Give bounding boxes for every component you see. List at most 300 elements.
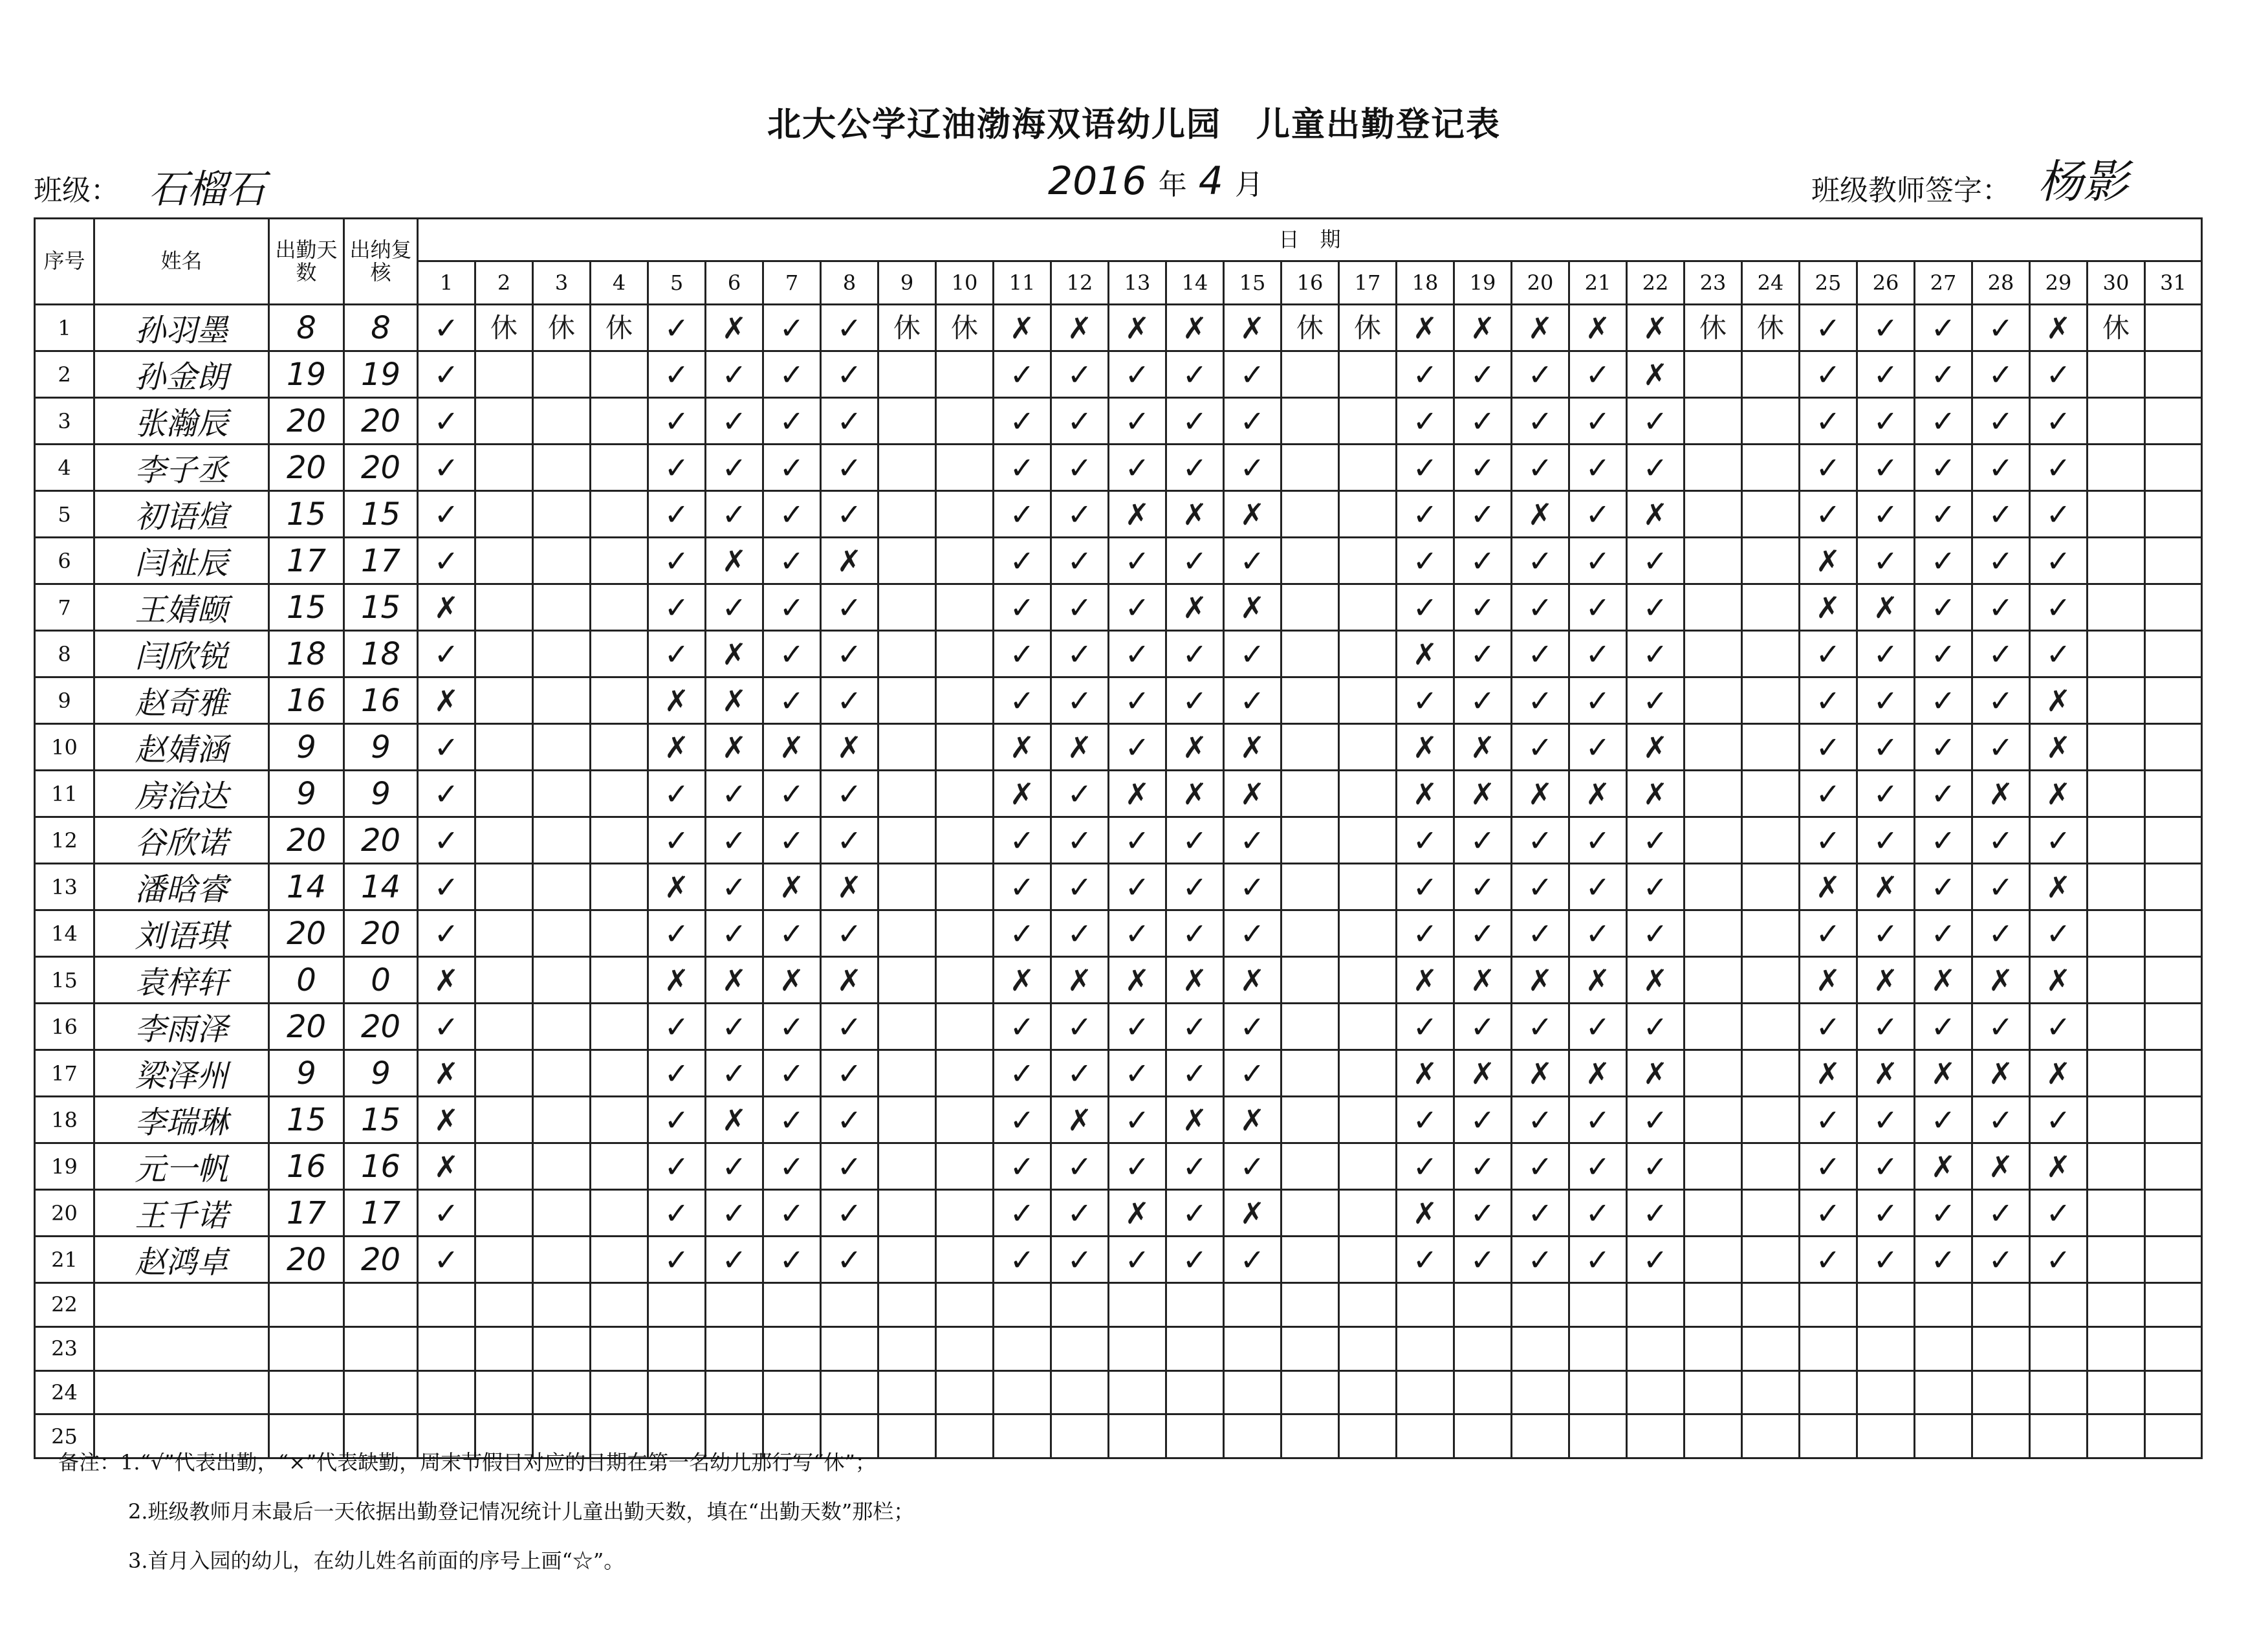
- day-cell: [1281, 631, 1339, 677]
- table-row: [35, 491, 2202, 538]
- present-mark: ✓: [994, 1143, 1051, 1190]
- day-cell: [591, 724, 648, 771]
- day-header: 24: [1742, 261, 1800, 305]
- present-mark: ✓: [1512, 445, 1569, 491]
- present-mark: ✓: [1915, 351, 1972, 398]
- note-3: 3.首月入园的幼儿，在幼儿姓名前面的序号上画“☆”。: [128, 1548, 625, 1573]
- present-mark: ✓: [1397, 491, 1454, 538]
- day-cell: [2145, 1004, 2202, 1050]
- student-name: 王千诺: [94, 1190, 269, 1237]
- day-cell: [1281, 677, 1339, 724]
- day-cell: [591, 1143, 648, 1190]
- present-mark: ✓: [1051, 584, 1109, 631]
- class-label: 班级：: [34, 174, 119, 207]
- present-mark: ✓: [1569, 1237, 1627, 1283]
- present-mark: ✓: [1166, 631, 1224, 677]
- present-mark: ✓: [1857, 398, 1915, 445]
- absent-mark: ✗: [994, 724, 1051, 771]
- day-cell: [1742, 1370, 1800, 1414]
- present-mark: ✓: [706, 445, 763, 491]
- absent-mark: ✗: [418, 1050, 475, 1097]
- present-mark: ✓: [1915, 677, 1972, 724]
- day-cell: [1281, 538, 1339, 584]
- day-cell: [2088, 817, 2145, 864]
- present-mark: ✓: [1972, 724, 2030, 771]
- present-mark: ✓: [1166, 398, 1224, 445]
- day-cell: [994, 1283, 1051, 1327]
- day-cell: [936, 584, 994, 631]
- present-mark: ✓: [2030, 351, 2088, 398]
- absent-mark: ✗: [994, 305, 1051, 351]
- day-cell: [1339, 631, 1397, 677]
- present-mark: ✓: [1397, 677, 1454, 724]
- present-mark: ✓: [1166, 1190, 1224, 1237]
- row-index: 2: [35, 351, 94, 398]
- present-mark: ✓: [1569, 351, 1627, 398]
- table-row: [35, 1097, 2202, 1143]
- present-mark: ✓: [994, 351, 1051, 398]
- present-mark: ✓: [1397, 351, 1454, 398]
- present-mark: ✓: [1109, 817, 1166, 864]
- present-mark: ✓: [648, 1004, 706, 1050]
- absent-mark: ✗: [1166, 771, 1224, 817]
- present-mark: ✓: [1627, 1143, 1685, 1190]
- day-cell: [475, 1190, 533, 1237]
- present-mark: ✓: [1454, 1097, 1512, 1143]
- row-index: 20: [35, 1190, 94, 1237]
- day-cell: [1857, 1283, 1915, 1327]
- day-cell: [1800, 1283, 1857, 1327]
- attend-days: 9: [269, 771, 344, 817]
- day-cell: [1972, 1283, 2030, 1327]
- present-mark: ✓: [648, 817, 706, 864]
- absent-mark: ✗: [994, 957, 1051, 1004]
- day-cell: [2145, 957, 2202, 1004]
- present-mark: ✓: [1051, 1237, 1109, 1283]
- table-row: [35, 724, 2202, 771]
- day-cell: [1166, 1414, 1224, 1458]
- absent-mark: ✗: [2030, 957, 2088, 1004]
- present-mark: ✓: [1627, 398, 1685, 445]
- day-cell: [1915, 1370, 1972, 1414]
- day-cell: [2088, 1004, 2145, 1050]
- day-cell: [1569, 1414, 1627, 1458]
- day-cell: [936, 491, 994, 538]
- day-cell: [2088, 445, 2145, 491]
- recheck-days: 16: [344, 1143, 418, 1190]
- student-name: [94, 1326, 269, 1370]
- day-cell: [936, 398, 994, 445]
- day-cell: [821, 1283, 878, 1327]
- absent-mark: ✗: [994, 771, 1051, 817]
- row-index: 23: [35, 1326, 94, 1370]
- present-mark: ✓: [1512, 584, 1569, 631]
- day-cell: [2145, 910, 2202, 957]
- present-mark: ✓: [1051, 677, 1109, 724]
- row-index: 15: [35, 957, 94, 1004]
- day-cell: [2088, 771, 2145, 817]
- present-mark: ✓: [1569, 724, 1627, 771]
- present-mark: ✓: [1224, 1237, 1281, 1283]
- day-cell: [763, 1283, 821, 1327]
- absent-mark: ✗: [821, 538, 878, 584]
- table-row: [35, 864, 2202, 910]
- present-mark: ✓: [1512, 1004, 1569, 1050]
- present-mark: ✓: [1397, 1004, 1454, 1050]
- day-cell: [591, 771, 648, 817]
- day-header: 14: [1166, 261, 1224, 305]
- present-mark: ✓: [2030, 910, 2088, 957]
- row-index: 1: [35, 305, 94, 351]
- present-mark: ✓: [648, 445, 706, 491]
- day-cell: [763, 1370, 821, 1414]
- day-cell: [2145, 1237, 2202, 1283]
- present-mark: ✓: [648, 538, 706, 584]
- day-cell: [878, 817, 936, 864]
- present-mark: ✓: [648, 1190, 706, 1237]
- absent-mark: ✗: [1166, 957, 1224, 1004]
- day-cell: [1685, 445, 1742, 491]
- present-mark: ✓: [648, 1097, 706, 1143]
- note-2: 2.班级教师月末最后一天依据出勤登记情况统计儿童出勤天数，填在“出勤天数”那栏；: [128, 1499, 915, 1524]
- present-mark: ✓: [1972, 677, 2030, 724]
- row-index: 24: [35, 1370, 94, 1414]
- day-cell: [533, 1190, 591, 1237]
- recheck-days: 20: [344, 1004, 418, 1050]
- day-cell: [2088, 1326, 2145, 1370]
- day-cell: [1281, 910, 1339, 957]
- present-mark: ✓: [1569, 491, 1627, 538]
- day-cell: [533, 631, 591, 677]
- present-mark: ✓: [418, 864, 475, 910]
- day-cell: [936, 724, 994, 771]
- day-cell: [2088, 1190, 2145, 1237]
- present-mark: ✓: [1857, 445, 1915, 491]
- present-mark: ✓: [1569, 584, 1627, 631]
- present-mark: ✓: [1857, 1097, 1915, 1143]
- day-cell: [1339, 817, 1397, 864]
- present-mark: ✓: [1051, 1004, 1109, 1050]
- student-name: 李子丞: [94, 445, 269, 491]
- present-mark: ✓: [418, 445, 475, 491]
- day-cell: [418, 1370, 475, 1414]
- present-mark: ✓: [418, 1190, 475, 1237]
- present-mark: ✓: [1109, 1004, 1166, 1050]
- day-cell: [1685, 1097, 1742, 1143]
- present-mark: ✓: [1512, 1237, 1569, 1283]
- present-mark: ✓: [1800, 1097, 1857, 1143]
- present-mark: ✓: [1915, 538, 1972, 584]
- present-mark: ✓: [1454, 910, 1512, 957]
- present-mark: ✓: [2030, 445, 2088, 491]
- present-mark: ✓: [1397, 584, 1454, 631]
- holiday-mark: 休: [1685, 305, 1742, 351]
- student-name: 闫祉辰: [94, 538, 269, 584]
- present-mark: ✓: [1857, 351, 1915, 398]
- day-cell: [1742, 1326, 1800, 1370]
- present-mark: ✓: [1109, 1050, 1166, 1097]
- day-cell: [533, 677, 591, 724]
- day-cell: [1339, 351, 1397, 398]
- absent-mark: ✗: [648, 677, 706, 724]
- header-index: 序号: [35, 219, 94, 305]
- attendance-table: [34, 217, 2203, 1459]
- day-header: 13: [1109, 261, 1166, 305]
- day-cell: [936, 1326, 994, 1370]
- absent-mark: ✗: [648, 957, 706, 1004]
- present-mark: ✓: [1512, 1143, 1569, 1190]
- present-mark: ✓: [994, 1097, 1051, 1143]
- day-cell: [2145, 1414, 2202, 1458]
- day-cell: [1512, 1326, 1569, 1370]
- present-mark: ✓: [1627, 1190, 1685, 1237]
- present-mark: ✓: [763, 445, 821, 491]
- recheck-days: 8: [344, 305, 418, 351]
- present-mark: ✓: [1857, 817, 1915, 864]
- present-mark: ✓: [821, 1143, 878, 1190]
- student-name: 闫欣锐: [94, 631, 269, 677]
- header-recheck: 出纳复核: [344, 219, 418, 305]
- present-mark: ✓: [2030, 584, 2088, 631]
- recheck-days: 20: [344, 817, 418, 864]
- holiday-mark: 休: [1339, 305, 1397, 351]
- present-mark: ✓: [821, 910, 878, 957]
- day-cell: [1972, 1326, 2030, 1370]
- day-cell: [533, 584, 591, 631]
- day-cell: [1281, 1050, 1339, 1097]
- student-name: 李瑞琳: [94, 1097, 269, 1143]
- day-cell: [2145, 771, 2202, 817]
- absent-mark: ✗: [1915, 957, 1972, 1004]
- absent-mark: ✗: [1512, 305, 1569, 351]
- table-row: [35, 771, 2202, 817]
- recheck-days: 9: [344, 1050, 418, 1097]
- day-cell: [1339, 1414, 1397, 1458]
- present-mark: ✓: [1800, 677, 1857, 724]
- table-row: [35, 1004, 2202, 1050]
- attend-days: 15: [269, 1097, 344, 1143]
- absent-mark: ✗: [1857, 1050, 1915, 1097]
- day-cell: [2145, 1370, 2202, 1414]
- present-mark: ✓: [1972, 817, 2030, 864]
- day-header: 23: [1685, 261, 1742, 305]
- day-cell: [1281, 1370, 1339, 1414]
- day-header: 9: [878, 261, 936, 305]
- present-mark: ✓: [1857, 910, 1915, 957]
- present-mark: ✓: [1972, 1004, 2030, 1050]
- attend-days: 20: [269, 1004, 344, 1050]
- present-mark: ✓: [821, 398, 878, 445]
- present-mark: ✓: [1972, 351, 2030, 398]
- day-cell: [1742, 957, 1800, 1004]
- present-mark: ✓: [418, 631, 475, 677]
- recheck-days: 16: [344, 677, 418, 724]
- absent-mark: ✗: [1915, 1143, 1972, 1190]
- present-mark: ✓: [1397, 398, 1454, 445]
- present-mark: ✓: [1397, 1237, 1454, 1283]
- holiday-mark: 休: [1742, 305, 1800, 351]
- absent-mark: ✗: [1454, 305, 1512, 351]
- day-cell: [1454, 1283, 1512, 1327]
- present-mark: ✓: [706, 864, 763, 910]
- absent-mark: ✗: [2030, 677, 2088, 724]
- day-cell: [878, 1283, 936, 1327]
- absent-mark: ✗: [1972, 1050, 2030, 1097]
- present-mark: ✓: [418, 351, 475, 398]
- day-cell: [1051, 1283, 1109, 1327]
- student-name: 孙羽墨: [94, 305, 269, 351]
- present-mark: ✓: [1800, 1004, 1857, 1050]
- row-index: 4: [35, 445, 94, 491]
- day-cell: [1742, 1190, 1800, 1237]
- student-name: 潘晗睿: [94, 864, 269, 910]
- day-cell: [1685, 1414, 1742, 1458]
- present-mark: ✓: [1109, 445, 1166, 491]
- day-cell: [2088, 1143, 2145, 1190]
- day-cell: [1339, 1050, 1397, 1097]
- row-index: 25: [35, 1414, 94, 1458]
- absent-mark: ✗: [821, 864, 878, 910]
- present-mark: ✓: [1800, 445, 1857, 491]
- day-cell: [1742, 864, 1800, 910]
- day-cell: [936, 1004, 994, 1050]
- day-cell: [1281, 724, 1339, 771]
- present-mark: ✓: [1512, 398, 1569, 445]
- day-cell: [2145, 584, 2202, 631]
- row-index: 16: [35, 1004, 94, 1050]
- day-cell: [533, 957, 591, 1004]
- present-mark: ✓: [1800, 910, 1857, 957]
- day-cell: [706, 1283, 763, 1327]
- present-mark: ✓: [648, 1050, 706, 1097]
- day-cell: [1742, 817, 1800, 864]
- day-cell: [2088, 631, 2145, 677]
- absent-mark: ✗: [1397, 957, 1454, 1004]
- day-cell: [2145, 1050, 2202, 1097]
- day-header: 28: [1972, 261, 2030, 305]
- present-mark: ✓: [706, 1190, 763, 1237]
- present-mark: ✓: [1109, 631, 1166, 677]
- present-mark: ✓: [1109, 1237, 1166, 1283]
- recheck-days: 20: [344, 445, 418, 491]
- present-mark: ✓: [994, 677, 1051, 724]
- present-mark: ✓: [1166, 677, 1224, 724]
- table-row: [35, 677, 2202, 724]
- present-mark: ✓: [1512, 910, 1569, 957]
- absent-mark: ✗: [1109, 1190, 1166, 1237]
- recheck-days: 15: [344, 1097, 418, 1143]
- class-name: 石榴石: [149, 167, 265, 212]
- day-cell: [878, 538, 936, 584]
- footnotes: [58, 1438, 914, 1585]
- day-cell: [1281, 398, 1339, 445]
- day-cell: [1569, 1283, 1627, 1327]
- day-cell: [533, 1370, 591, 1414]
- day-cell: [475, 817, 533, 864]
- present-mark: ✓: [1915, 1004, 1972, 1050]
- present-mark: ✓: [821, 771, 878, 817]
- present-mark: ✓: [648, 1143, 706, 1190]
- day-cell: [936, 1370, 994, 1414]
- day-cell: [1685, 817, 1742, 864]
- absent-mark: ✗: [1397, 631, 1454, 677]
- day-cell: [1281, 864, 1339, 910]
- day-cell: [936, 817, 994, 864]
- day-cell: [1397, 1326, 1454, 1370]
- present-mark: ✓: [1109, 398, 1166, 445]
- attend-days: 20: [269, 1237, 344, 1283]
- day-cell: [1742, 631, 1800, 677]
- absent-mark: ✗: [1627, 351, 1685, 398]
- present-mark: ✓: [706, 398, 763, 445]
- attend-days: 15: [269, 584, 344, 631]
- absent-mark: ✗: [1224, 1097, 1281, 1143]
- recheck-days: 0: [344, 957, 418, 1004]
- day-cell: [878, 1370, 936, 1414]
- absent-mark: ✗: [706, 631, 763, 677]
- day-cell: [475, 538, 533, 584]
- recheck-days: [344, 1326, 418, 1370]
- recheck-days: 9: [344, 771, 418, 817]
- day-cell: [878, 724, 936, 771]
- day-cell: [2030, 1283, 2088, 1327]
- day-header: 17: [1339, 261, 1397, 305]
- student-name: 王婧颐: [94, 584, 269, 631]
- day-cell: [591, 677, 648, 724]
- absent-mark: ✗: [1224, 1190, 1281, 1237]
- day-cell: [1569, 1370, 1627, 1414]
- present-mark: ✓: [1109, 584, 1166, 631]
- attend-days: [269, 1283, 344, 1327]
- day-cell: [533, 1097, 591, 1143]
- row-index: 9: [35, 677, 94, 724]
- present-mark: ✓: [1051, 631, 1109, 677]
- holiday-mark: 休: [936, 305, 994, 351]
- present-mark: ✓: [418, 724, 475, 771]
- day-cell: [1742, 1050, 1800, 1097]
- present-mark: ✓: [1166, 351, 1224, 398]
- present-mark: ✓: [1166, 910, 1224, 957]
- day-cell: [648, 1370, 706, 1414]
- recheck-days: 15: [344, 491, 418, 538]
- day-cell: [878, 910, 936, 957]
- present-mark: ✓: [706, 491, 763, 538]
- absent-mark: ✗: [2030, 864, 2088, 910]
- day-header: 31: [2145, 261, 2202, 305]
- absent-mark: ✗: [1051, 305, 1109, 351]
- present-mark: ✓: [1972, 398, 2030, 445]
- present-mark: ✓: [2030, 1097, 2088, 1143]
- day-cell: [1454, 1370, 1512, 1414]
- absent-mark: ✗: [1569, 305, 1627, 351]
- table-row: [35, 398, 2202, 445]
- day-cell: [418, 1326, 475, 1370]
- day-cell: [1512, 1414, 1569, 1458]
- absent-mark: ✗: [1454, 957, 1512, 1004]
- absent-mark: ✗: [1051, 724, 1109, 771]
- day-cell: [475, 864, 533, 910]
- day-header: 30: [2088, 261, 2145, 305]
- day-cell: [1109, 1326, 1166, 1370]
- day-cell: [2145, 1283, 2202, 1327]
- day-header: 21: [1569, 261, 1627, 305]
- absent-mark: ✗: [706, 1097, 763, 1143]
- present-mark: ✓: [994, 491, 1051, 538]
- present-mark: ✓: [2030, 538, 2088, 584]
- day-cell: [2088, 1283, 2145, 1327]
- day-cell: [1224, 1414, 1281, 1458]
- present-mark: ✓: [763, 1237, 821, 1283]
